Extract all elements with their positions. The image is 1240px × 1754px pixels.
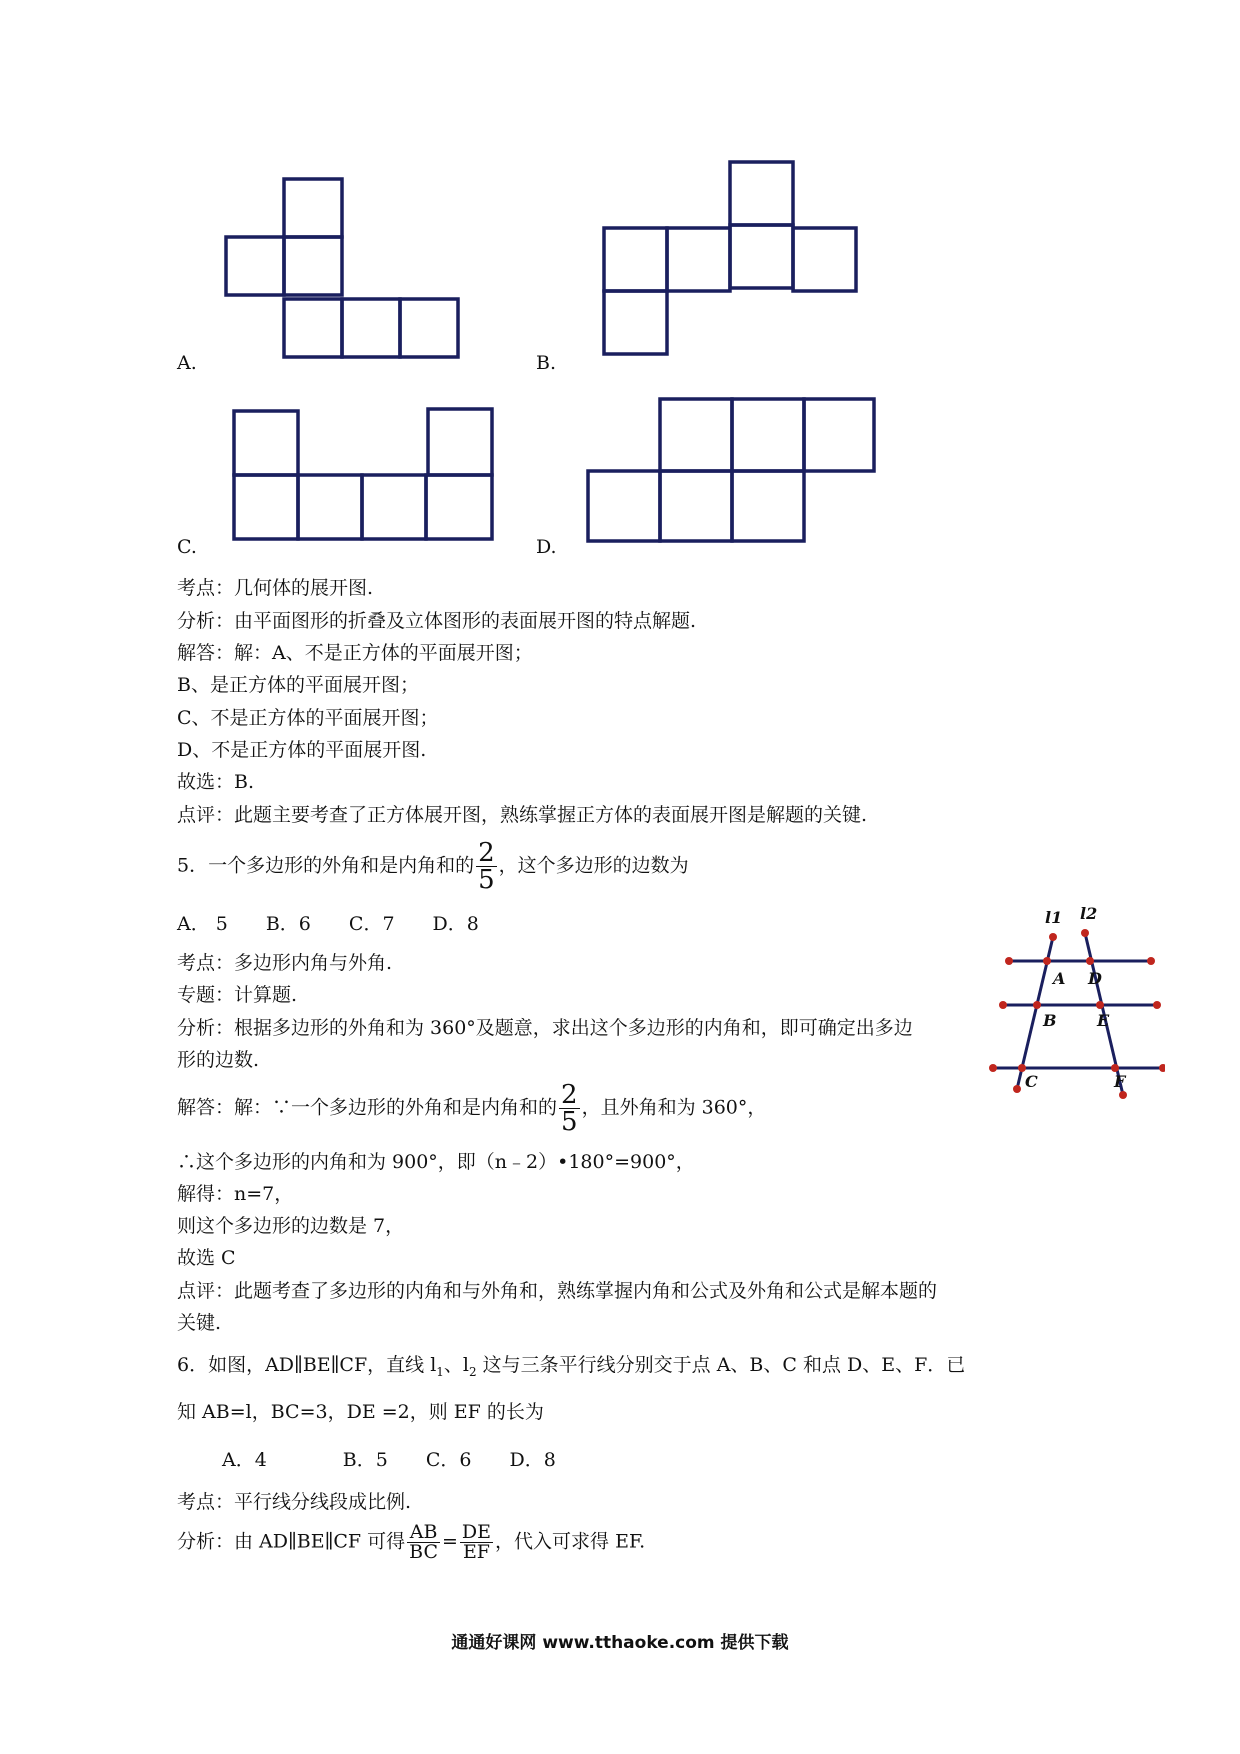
q6-frac-bc: BC: [409, 1541, 438, 1563]
footer: 通通好课网 www.tthaoke.com 提供下载: [451, 1633, 789, 1653]
q4-c-line: C、不是正方体的平面展开图；: [177, 707, 439, 729]
label-d: D: [1088, 969, 1102, 988]
q5-jieda-post: ，且外角和为 360°，: [581, 1096, 767, 1119]
q6-frac-ab: AB: [409, 1521, 438, 1543]
q5-jieda-frac-num: 2: [561, 1080, 578, 1110]
q5-kaodian: 考点：多边形内角与外角.: [177, 952, 393, 974]
q6-fenxi: [177, 1523, 645, 1562]
q5-jieda-fraction: [559, 1082, 580, 1135]
q6-kaodian: 考点：平行线分线段成比例.: [177, 1491, 412, 1513]
q4-fenxi: 分析：由平面图形的折叠及立体图形的表面展开图的特点解题.: [177, 610, 697, 632]
q5-dianping-2: 关键.: [177, 1312, 222, 1334]
q6-eq: =: [442, 1530, 458, 1553]
q5-jieda-frac-den: 5: [561, 1107, 578, 1137]
q5-guxuan: 故选 C: [177, 1247, 236, 1269]
cube-net-option-b: [600, 158, 870, 368]
q4-guxuan: 故选：B.: [177, 771, 255, 793]
q6-stem-1-post: 这与三条平行线分别交于点 A、B、C 和点 D、E、F．已: [476, 1354, 966, 1376]
q5-fenxi-2: 形的边数.: [177, 1049, 260, 1071]
label-l2: l2: [1080, 905, 1098, 923]
q5-so-line: ∴这个多边形的内角和为 900°，即（n﹣2）•180°=900°，: [177, 1151, 695, 1173]
q6-frac-ef: EF: [460, 1542, 493, 1562]
q6-choices: A．4 B．5 C．6 D．8: [222, 1449, 556, 1471]
q4-kaodian: 考点：几何体的展开图.: [177, 577, 374, 599]
q5-stem-post: ，这个多边形的边数为: [498, 854, 689, 877]
q5-dianping-1: 点评：此题考查了多边形的内角和与外角和，熟练掌握内角和公式及外角和公式是解本题的: [177, 1280, 938, 1302]
cube-net-option-a: [220, 175, 470, 365]
q6-sub-2: 2: [468, 1364, 477, 1379]
label-l1: l1: [1045, 908, 1063, 927]
q5-stem-fraction: [476, 840, 497, 893]
cube-net-option-d: [580, 393, 880, 548]
label-b: B: [1043, 1011, 1057, 1030]
cube-net-option-c: [228, 405, 508, 550]
q6-sub-1: 1: [436, 1364, 444, 1379]
q4-jieda: 解答：解：A、不是正方体的平面展开图；: [177, 642, 533, 664]
label-c: C: [1025, 1072, 1038, 1091]
q5-choices: A． 5 B．6 C．7 D．8: [177, 913, 479, 935]
q6-fenxi-pre: 分析：由 AD∥BE∥CF 可得: [177, 1530, 406, 1553]
q6-frac-ab-bc: [407, 1523, 440, 1562]
q5-jieda-pre: 解答：解：∵一个多边形的外角和是内角和的: [177, 1096, 558, 1119]
q6-frac-de: DE: [461, 1521, 492, 1543]
q5-frac-num: 2: [478, 838, 495, 868]
q5-stem: [177, 840, 689, 893]
q5-frac-den: 5: [478, 865, 495, 895]
label-f: F: [1114, 1072, 1126, 1091]
option-c-label: C.: [177, 536, 197, 558]
label-a: A: [1053, 969, 1066, 988]
option-d-label: D.: [536, 536, 557, 558]
q6-stem-1-pre: 6．如图，AD∥BE∥CF，直线 l: [177, 1354, 437, 1376]
parallel-lines-figure: [985, 905, 1165, 1110]
q5-zhuanti: 专题：计算题.: [177, 984, 298, 1006]
q6-stem-1: [177, 1353, 965, 1384]
label-e: E: [1097, 1011, 1110, 1030]
q6-fenxi-post: ，代入可求得 EF.: [495, 1530, 646, 1553]
q5-fenxi-1: 分析：根据多边形的外角和为 360°及题意，求出这个多边形的内角和，即可确定出多边: [177, 1017, 913, 1039]
q6-stem-2: 知 AB=l，BC=3，DE =2，则 EF 的长为: [177, 1401, 544, 1423]
option-a-label: A.: [177, 352, 197, 374]
q5-jieda: [177, 1082, 766, 1135]
q5-then-line: 则这个多边形的边数是 7，: [177, 1215, 405, 1237]
q6-stem-1-mid: 、l: [443, 1354, 469, 1376]
q5-stem-pre: 5．一个多边形的外角和是内角和的: [177, 854, 475, 877]
option-b-label: B.: [536, 352, 557, 374]
q4-b-line: B、是正方体的平面展开图；: [177, 674, 419, 696]
q6-frac-de-ef: [460, 1523, 493, 1562]
q4-dianping: 点评：此题主要考查了正方体展开图，熟练掌握正方体的表面展开图是解题的关键.: [177, 804, 868, 826]
q5-jiede: 解得：n=7，: [177, 1183, 294, 1205]
q4-d-line: D、不是正方体的平面展开图.: [177, 739, 427, 761]
